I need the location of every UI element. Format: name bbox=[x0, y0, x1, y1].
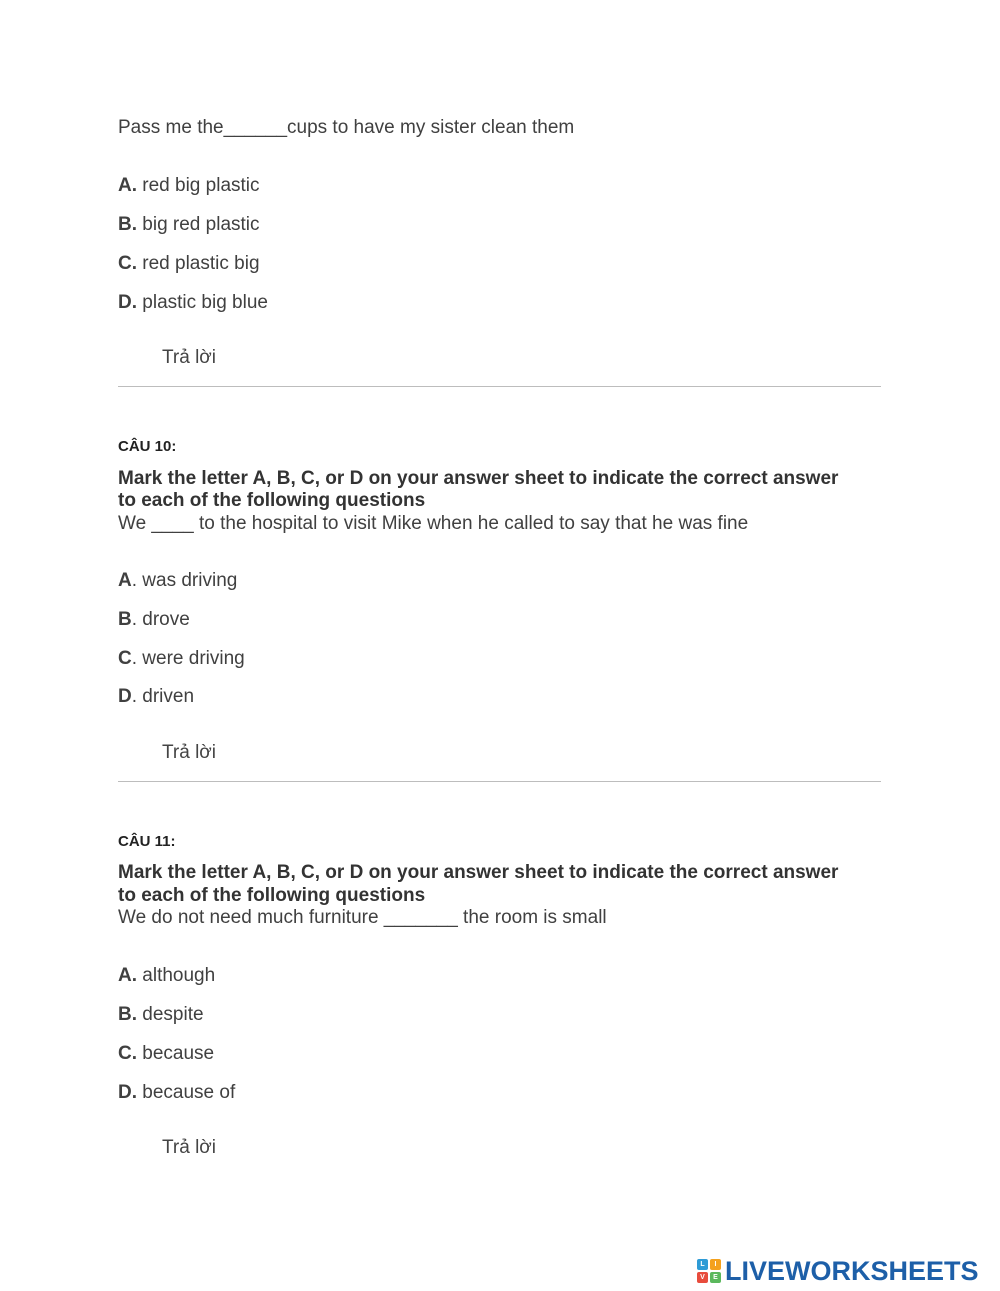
option-letter: C bbox=[118, 648, 132, 669]
q11-instruction-line1: Mark the letter A, B, C, or D on your answer sheet to indicate the correct answer bbox=[118, 862, 839, 883]
option-letter: D bbox=[118, 686, 132, 707]
q10-instruction-line2: to each of the following questions bbox=[118, 490, 426, 511]
option-text: plastic big blue bbox=[137, 292, 268, 313]
logo-icon bbox=[697, 1259, 721, 1283]
q11-question: We do not need much furniture _______ the room is small bbox=[118, 907, 607, 928]
option-letter: C. bbox=[118, 1043, 137, 1064]
q10-option-c[interactable] bbox=[118, 648, 245, 670]
option-text: red big plastic bbox=[137, 175, 260, 196]
q9-option-a[interactable] bbox=[118, 175, 260, 197]
option-text: despite bbox=[137, 1004, 204, 1025]
divider bbox=[118, 781, 881, 782]
logo-text: LIVEWORKSHEETS bbox=[725, 1255, 979, 1286]
q9-question: Pass me the______cups to have my sister clean them bbox=[118, 117, 575, 138]
option-text: . drove bbox=[131, 609, 190, 630]
option-letter: D. bbox=[118, 1082, 137, 1103]
logo-mark-letter: E bbox=[710, 1272, 721, 1283]
q9-answer-button[interactable]: Trả lời bbox=[162, 347, 216, 368]
option-text: although bbox=[137, 965, 216, 986]
q10-question: We ____ to the hospital to visit Mike when he called to say that he was fine bbox=[118, 513, 749, 534]
option-text: red plastic big bbox=[137, 253, 260, 274]
option-text: because of bbox=[137, 1082, 236, 1103]
q11-heading: CÂU 11: bbox=[118, 833, 176, 850]
logo-mark-letter: I bbox=[710, 1259, 721, 1270]
option-text: . was driving bbox=[131, 570, 238, 591]
q10-option-d[interactable] bbox=[118, 686, 194, 708]
q11-option-b[interactable] bbox=[118, 1004, 204, 1026]
option-text: . driven bbox=[131, 686, 195, 707]
logo-mark-letter: L bbox=[697, 1259, 708, 1270]
option-letter: A. bbox=[118, 965, 137, 986]
liveworksheets-logo bbox=[697, 1257, 979, 1285]
q9-option-b[interactable] bbox=[118, 214, 260, 236]
divider bbox=[118, 386, 881, 387]
q9-option-c[interactable] bbox=[118, 253, 260, 275]
option-text: because bbox=[137, 1043, 215, 1064]
q11-instruction-line2: to each of the following questions bbox=[118, 885, 426, 906]
q10-answer-button[interactable]: Trả lời bbox=[162, 742, 216, 763]
option-letter: A. bbox=[118, 175, 137, 196]
option-letter: B. bbox=[118, 1004, 137, 1025]
q11-option-a[interactable] bbox=[118, 965, 215, 987]
q10-instruction-line1: Mark the letter A, B, C, or D on your answer sheet to indicate the correct answer bbox=[118, 468, 839, 489]
option-text: . were driving bbox=[131, 648, 245, 669]
q11-option-c[interactable] bbox=[118, 1043, 214, 1065]
q10-option-a[interactable] bbox=[118, 570, 237, 592]
option-text: big red plastic bbox=[137, 214, 260, 235]
q9-option-d[interactable] bbox=[118, 292, 268, 314]
q11-answer-button[interactable]: Trả lời bbox=[162, 1137, 216, 1158]
q10-option-b[interactable] bbox=[118, 609, 190, 631]
option-letter: B. bbox=[118, 214, 137, 235]
option-letter: A bbox=[118, 570, 132, 591]
option-letter: C. bbox=[118, 253, 137, 274]
option-letter: B bbox=[118, 609, 132, 630]
q10-heading: CÂU 10: bbox=[118, 438, 177, 455]
option-letter: D. bbox=[118, 292, 137, 313]
logo-mark-letter: V bbox=[697, 1272, 708, 1283]
q11-option-d[interactable] bbox=[118, 1082, 235, 1104]
